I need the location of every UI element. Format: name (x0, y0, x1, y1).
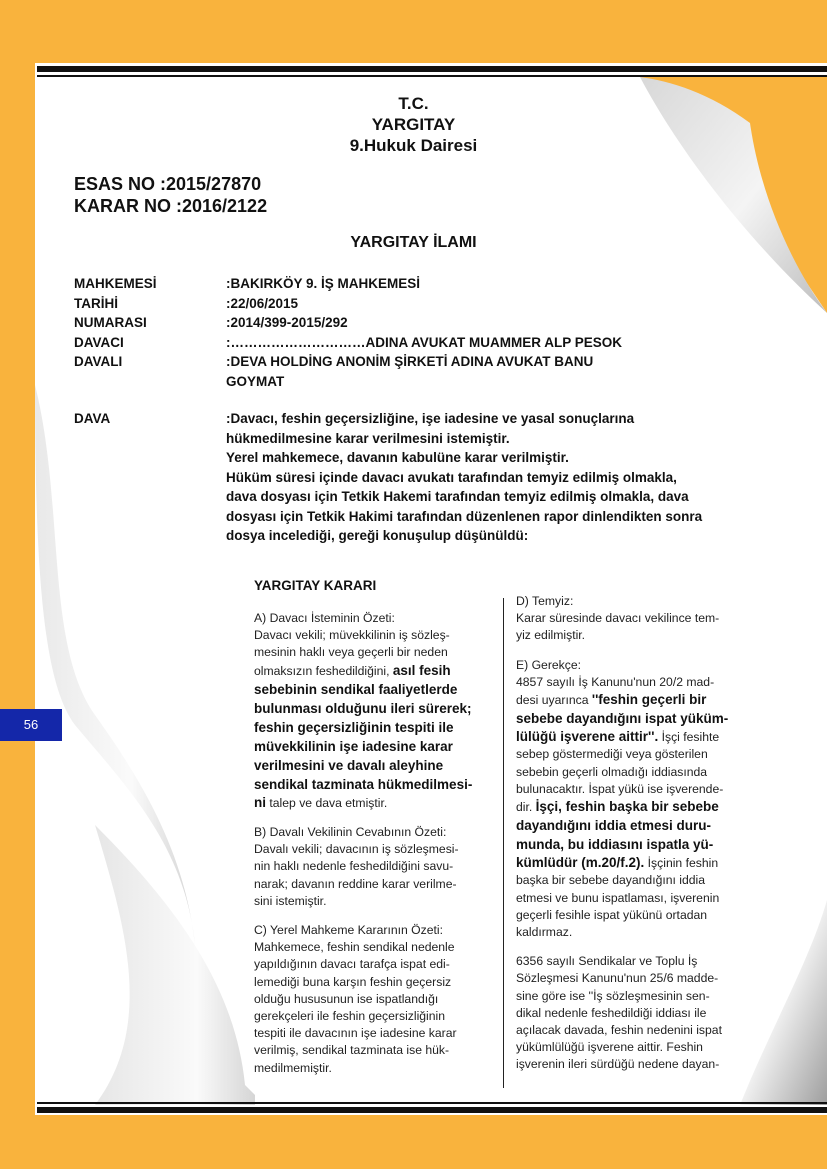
text-line: 4857 sayılı İş Kanunu'nun 20/2 mad- (516, 674, 715, 689)
info-value: GOYMAT (226, 373, 285, 389)
section-a-heading: A) Davacı İsteminin Özeti: (254, 611, 395, 625)
header-tc: T.C. (398, 94, 429, 113)
text-line (254, 794, 502, 812)
info-row-tarihi (74, 294, 774, 314)
right-column (516, 593, 768, 1074)
info-label: NUMARASI (74, 315, 147, 330)
text-line: başka bir sebebe dayandığını iddia (516, 873, 706, 888)
bold-line: munda, bu iddiasını ispatla yü- (516, 837, 714, 853)
text-plain: dir. (516, 800, 536, 815)
info-label: MAHKEMESİ (74, 276, 157, 291)
header-daire: 9.Hukuk Dairesi (349, 136, 478, 155)
info-row-numarasi (74, 313, 774, 333)
bottom-rule-thick (37, 1107, 827, 1113)
dava-section (74, 409, 774, 546)
section-d-heading: D) Temyiz: (516, 594, 574, 608)
bold-line: sebebinin sendikal faaliyetlerde (254, 681, 458, 697)
bold-line: verilmesini ve davalı aleyhine (254, 757, 444, 773)
text-line: dikal nedenle feshedildiği iddiası ile (516, 1005, 707, 1020)
text-line: lemediği buna karşın feshin geçersiz (254, 974, 452, 989)
page-number-tab: 56 (0, 709, 62, 741)
section-b-heading: B) Davalı Vekilinin Cevabının Özeti: (254, 825, 447, 840)
info-value: :DEVA HOLDİNG ANONİM ŞİRKETİ ADINA AVUKAT BANU (226, 354, 594, 369)
info-row-davali-cont (74, 372, 774, 392)
text-line: gerekçeleri ile feshin geçersizliğinin (254, 1009, 446, 1024)
text-line: işverenin ileri sürdüğü nedene dayan- (516, 1057, 720, 1072)
text-line: Sözleşmesi Kanunu'nun 25/6 madde- (516, 971, 719, 986)
bold-line: feshin geçersizliğinin tespiti ile (254, 719, 454, 735)
left-column (254, 610, 502, 1077)
text-bold: asıl fesih (392, 662, 451, 678)
text-line: yapıldığının davacı tarafça ispat edi- (254, 957, 450, 972)
bottom-rule-thin (37, 1102, 827, 1104)
dava-line: dosya incelediği, gereği konuşulup düşünüldü: (226, 528, 529, 543)
info-value: :…………………………ADINA AVUKAT MUAMMER ALP PESOK (226, 334, 622, 350)
dava-label: DAVA (74, 411, 111, 426)
info-label: TARİHİ (74, 295, 118, 311)
column-divider (503, 598, 504, 1088)
text-line: yiz edilmiştir. (516, 628, 586, 643)
ilam-title: YARGITAY İLAMI (350, 234, 477, 251)
info-label: DAVALI (74, 354, 123, 369)
text-line: açılacak davada, feshin nedenini ispat (516, 1023, 722, 1038)
text-line: Davalı vekili; davacının iş sözleşmesi- (254, 842, 459, 857)
dava-text (226, 409, 774, 546)
dava-line: Hüküm süresi içinde davacı avukatı tarafından temyiz edilmiş olmakla, (226, 469, 677, 485)
esas-no: ESAS NO :2015/27870 (74, 174, 262, 194)
karar-no: KARAR NO :2016/2122 (74, 196, 268, 216)
dava-line: dava dosyası için Tetkik Hakemi tarafından temyiz edilmiş olmakla, dava (226, 489, 689, 504)
text-plain: olmaksızın feshedildiğini, (254, 663, 393, 678)
text-line: Karar süresinde davacı vekilince tem- (516, 611, 720, 626)
info-row-mahkemesi (74, 274, 774, 294)
header-yargitay: YARGITAY (371, 115, 456, 134)
text-line: 6356 sayılı Sendikalar ve Toplu İş (516, 954, 698, 969)
text-plain: talep ve dava etmiştir. (266, 795, 388, 810)
text-bold: ''feshin geçerli bir (591, 692, 707, 708)
dava-line: Yerel mahkemece, davanın kabulüne karar verilmiştir. (226, 450, 569, 465)
text-line: sebebin geçerli olmadığı iddiasında (516, 764, 708, 779)
text-line: Mahkemece, feshin sendikal nedenle (254, 940, 455, 955)
top-rule-thin (37, 75, 827, 77)
text-line (516, 691, 768, 709)
text-line (516, 854, 768, 872)
text-line: mesinin haklı veya geçerli bir neden (254, 645, 448, 660)
text-line: bulunacaktır. İspat yükü ise işverende- (516, 781, 724, 796)
top-rule-thick (37, 66, 827, 72)
text-line: Davacı vekili; müvekkilinin iş sözleş- (254, 628, 450, 643)
text-line: sini istemiştir. (254, 893, 327, 908)
text-bold: kümlüdür (m.20/f.2). (516, 855, 645, 871)
info-value: :22/06/2015 (226, 295, 299, 311)
case-info-table (74, 274, 774, 391)
text-line: olduğu hususunun ise ispatlandığı (254, 991, 439, 1006)
text-line (516, 798, 768, 816)
text-line: tespiti ile davacının işe iadesine karar (254, 1026, 457, 1041)
dava-line: :Davacı, feshin geçersizliğine, işe iadesine ve yasal sonuçlarına (226, 411, 635, 426)
text-line: etmesi ve bunu ispatlaması, işverenin (516, 890, 720, 905)
bold-line: bulunması olduğunu ileri sürerek; (254, 700, 472, 716)
text-bold: ni (254, 794, 266, 810)
bold-line: sendikal tazminata hükmedilmesi- (254, 776, 473, 792)
karar-title: YARGITAY KARARI (254, 578, 377, 593)
text-line: medilmemiştir. (254, 1060, 332, 1075)
text-line: narak; davanın reddine karar verilme- (254, 876, 457, 891)
text-line: sebep göstermediği veya gösterilen (516, 747, 708, 762)
info-row-davali (74, 352, 774, 372)
bold-line: dayandığını iddia etmesi duru- (516, 818, 712, 834)
text-plain: İşçi fesihte (658, 730, 720, 745)
info-row-davaci (74, 333, 774, 353)
text-line (254, 662, 502, 680)
info-label: DAVACI (74, 334, 124, 350)
text-line: yükümlülüğü işverene aittir. Feshin (516, 1040, 703, 1055)
dava-line: dosyası için Tetkik Hakimi tarafından düzenlenen rapor dinlendikten sonra (226, 508, 703, 524)
bold-line: sebebe dayandığını ispat yüküm- (516, 711, 729, 727)
info-value: :BAKIRKÖY 9. İŞ MAHKEMESİ (226, 276, 421, 291)
text-line (516, 728, 768, 746)
text-plain: desi uyarınca (516, 693, 592, 708)
section-c-heading: C) Yerel Mahkeme Kararının Özeti: (254, 923, 443, 938)
section-e-heading: E) Gerekçe: (516, 657, 582, 672)
text-line: geçerli fesihle ispat yükünü ortadan (516, 907, 708, 922)
info-label (74, 372, 226, 392)
text-bold: İşçi, feshin başka bir sebebe (535, 799, 719, 815)
bold-line: müvekkilinin işe iadesine karar (254, 738, 453, 754)
dava-line: hükmedilmesine karar verilmesini istemiştir. (226, 430, 510, 446)
text-plain: İşçinin feshin (644, 856, 719, 871)
info-value: :2014/399-2015/292 (226, 315, 348, 330)
text-line: verilmiş, sendikal tazminata ise hük- (254, 1043, 450, 1058)
text-line: kaldırmaz. (516, 925, 573, 940)
text-bold: lülüğü işverene aittir''. (516, 729, 659, 745)
text-line: sine göre ise ''İş sözleşmesinin sen- (516, 988, 710, 1003)
text-line: nin haklı nedenle feshedildiğini savu- (254, 859, 454, 874)
